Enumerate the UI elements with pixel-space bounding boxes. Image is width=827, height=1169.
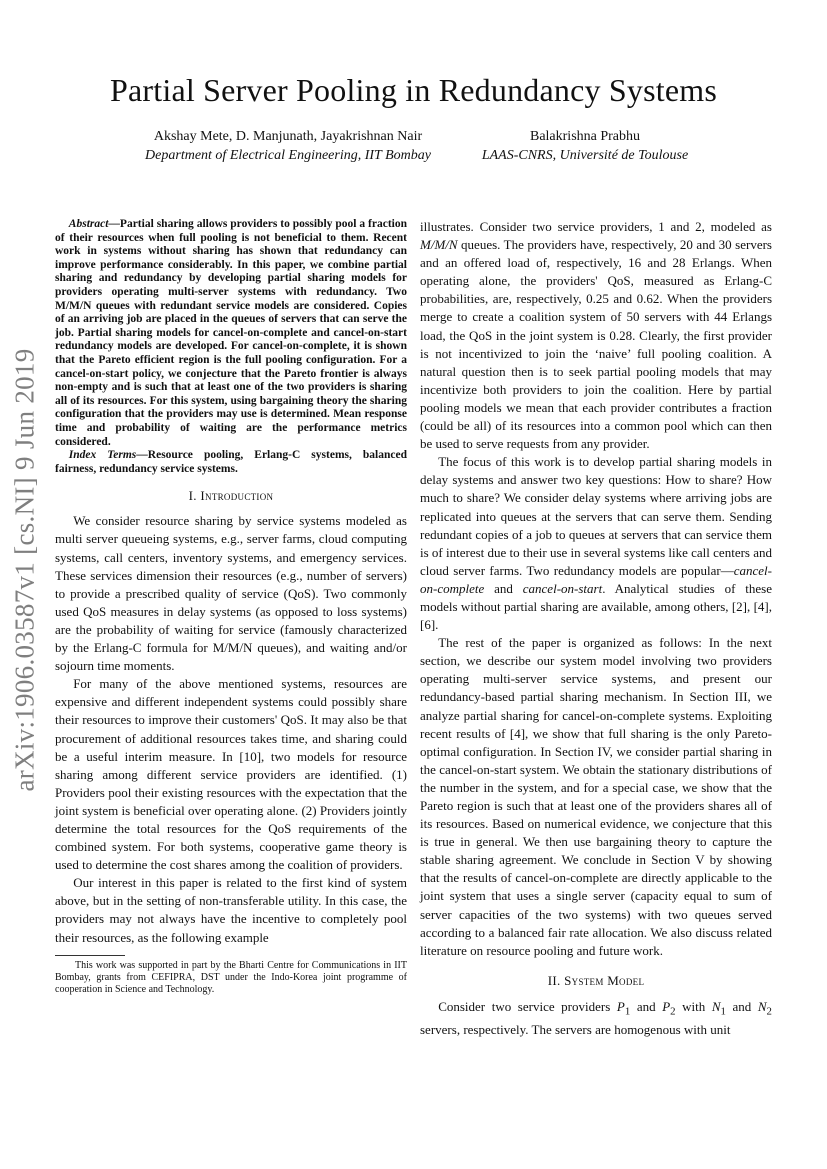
index-terms-label: Index Terms [68, 449, 137, 462]
author-affiliation: LAAS-CNRS, Université de Toulouse [481, 148, 689, 163]
text-run: servers, respectively. The servers are homogenous with unit [420, 1021, 731, 1037]
index-terms [55, 449, 407, 476]
math-subscript: 2 [670, 1005, 676, 1018]
section-heading-system-model: II. System Model [547, 972, 645, 988]
paragraph: We consider resource sharing by service systems modeled as multi server queueing systems, e.g., server farms, cloud computing systems, call centers, inventory systems, and emergency services. These services dimension their resources (e.g., number of servers) to provide a prescribed quality of service (QoS). Two commonly used QoS measures in delay systems (as opposed to loss systems) are the probability of waiting for service (famously characterized by the Erlang-C formula for M/M/N queues), and waiting and/or sojourn time moments. [55, 513, 407, 674]
math-subscript: 1 [624, 1005, 631, 1018]
emphasis: cancel-on-start [522, 580, 603, 596]
footnote: This work was supported in part by the Bharti Centre for Communications in IIT Bombay, grants from CEFIPRA, DST under the Indo-Korea joint programme of cooperation in Science and Technology. [55, 960, 407, 996]
text-run: Consider two service providers [438, 998, 617, 1014]
author-names: Balakrishna Prabhu [529, 129, 641, 144]
paper-title: Partial Server Pooling in Redundancy Systems [110, 72, 717, 108]
emphasis: cancel-on-complete [420, 562, 772, 596]
paragraph: The rest of the paper is organized as follows: In the next section, we describe our system model involving two providers operating multi-server service systems, and present our redundancy-based partial sharing mechanism. In Section III, we analyze partial sharing for cancel-on-complete systems. Exploiting recent results of [4], we show that full sharing is the only Pareto-optimal configuration. In Section IV, we consider partial sharing in the cancel-on-start system. We obtain the stationary distributions of the number in the system, and for a special case, we show that the Pareto region is such that at least one of the providers shares all of its resources. Based on numerical evidence, we conjecture that this is true in general. We then use bargaining theory to capture the stable sharing agreement. We conclude in Section V by showing that the results of cancel-on-complete are directly applicable to the joint system that uses a single server (capacity equal to sum of server capacities of the two systems) with two queues served according to a balanced fair rate allocation. We also discuss related literature on resource pooling and future work. [420, 635, 772, 958]
text-run: with [675, 998, 712, 1014]
author-block-1 [118, 127, 458, 165]
text-run: and [484, 580, 523, 596]
abstract-label: Abstract [68, 218, 109, 230]
text-run: queues. The providers have, respectively, 20 and 30 servers and an offered load of, respectively, 16 and 28 Erlangs. When operating alone, the providers' QoS, measured as Erlang-C probabilities, are, respectively, 0.25 and 0.62. When the providers merge to create a coalition system of 50 servers with 44 Erlangs load, the QoS in the joint system is 0.28. Clearly, the first provider is not incentivized to join the ‘naive’ full pooling coalition. A natural question then is to seek partial pooling models that may incentivize both providers to join the coalition. Here by partial pooling models we mean that each provider contributes a fraction (could be all) of its resources into a common pool which can then be used to serve requests from any provider. [420, 237, 772, 452]
paragraph [420, 453, 772, 634]
math-inline: P [662, 998, 671, 1014]
text-run: . Analytical studies of these models without partial sharing are available, among others, [2], [4], [6]. [420, 580, 772, 633]
index-terms-text: —Resource pooling, Erlang-C systems, balanced fairness, redundancy service systems. [55, 449, 407, 475]
paragraph: Our interest in this paper is related to the first kind of system above, but in the setting of non-transferable utility. In this case, the providers may not always have the incentive to completely pool their resources, as the following example [55, 875, 407, 945]
paragraph [420, 998, 772, 1039]
math-inline: M/M/N [420, 237, 458, 253]
section-heading-introduction: I. Introduction [188, 488, 274, 504]
math-subscript: 1 [720, 1005, 726, 1018]
author-block-2 [455, 127, 715, 165]
text-run: and [725, 998, 758, 1014]
text-run: illustrates. Consider two service providers, 1 and 2, modeled as [420, 219, 772, 234]
paragraph: For many of the above mentioned systems, resources are expensive and different independent systems could possibly share their resources to improve their customers' QoS. It may also be that procurement of additional resources takes time, and sharing could be a useful interim measure. In [10], two models for resource sharing among different service providers are identified. (1) Providers pool their existing resources with the expectation that the joint system is beneficial over operating alone. (2) Providers jointly determine the total resources for the QoS requirements of the combined system. For both systems, cooperative game theory is used to determine the cost shares among the coalition of providers. [55, 676, 407, 873]
abstract [55, 218, 407, 449]
math-inline: P [616, 998, 625, 1014]
paragraph-continued [420, 218, 772, 453]
author-names: Akshay Mete, D. Manjunath, Jayakrishnan Nair [153, 129, 423, 144]
abstract-text: —Partial sharing allows providers to possibly pool a fraction of their resources when full pooling is not beneficial to them. Recent work in systems without sharing has shown that redundancy can improve performance considerably. In this paper, we combine partial sharing and redundancy by developing partial sharing models for providers operating multi-server systems with redundancy. Two M/M/N queues with redundant service models are considered. Copies of an arriving job are placed in the queues of servers that can serve the job. Partial sharing models for cancel-on-complete and cancel-on-start redundancy models are developed. For cancel-on-complete, it is shown that the Pareto efficient region is the full pooling configuration. For a cancel-on-start policy, we conjecture that the Pareto frontier is always non-empty and is such that at least one of the two providers is sharing all of its resources. For this system, using bargaining theory the sharing configuration that the providers may use is determined. Mean response time and probability of waiting are the performance metrics considered. [55, 218, 407, 448]
arxiv-stamp-text: arXiv:1906.03587v1 [cs.NI] 9 Jun 2019 [9, 348, 40, 792]
math-subscript: 2 [766, 1005, 772, 1018]
right-column [420, 218, 772, 1039]
math-inline: N [711, 998, 721, 1014]
text-run: and [630, 998, 663, 1014]
math-inline: N [757, 998, 767, 1014]
text-run: The focus of this work is to develop partial sharing models in delay systems and answer two key questions: How to share? How much to share? We consider delay systems where arriving jobs are replicated into queues at the servers that can serve them. Sending redundant copies of a job to queues at servers that can service them is of interest due to their use in several systems like call centers and cloud server farms. Two redundancy models are popular— [420, 454, 772, 578]
footnote-divider [55, 955, 125, 956]
author-affiliation: Department of Electrical Engineering, IIT Bombay [145, 148, 431, 163]
arxiv-stamp [1, 230, 49, 910]
left-column [55, 218, 407, 947]
